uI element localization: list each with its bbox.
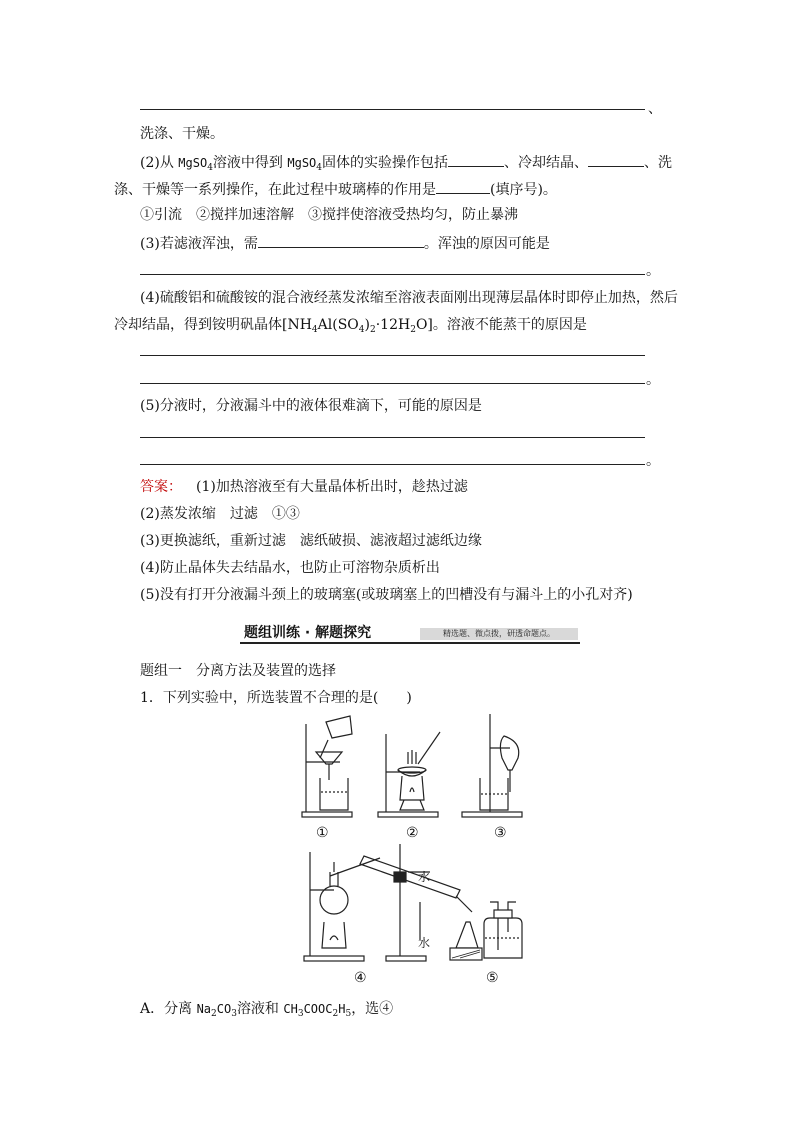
answer-line bbox=[140, 355, 645, 356]
figure-label-2: ② bbox=[406, 825, 419, 841]
water-outlet-label: 水 bbox=[418, 936, 431, 950]
group-title: 题组一 分离方法及装置的选择 bbox=[140, 663, 336, 679]
q2-options: ①引流 ②搅拌加速溶解 ③搅拌使溶液受热均匀，防止暴沸 bbox=[140, 207, 518, 223]
section-banner bbox=[240, 620, 580, 644]
q2-line1: (2)从 MgSO$_4$溶液中得到 MgSO$_4$固体的实验操作包括 、冷却结晶、 、洗 bbox=[140, 152, 672, 172]
answer-line bbox=[140, 383, 645, 384]
blank bbox=[258, 233, 424, 248]
apparatus-3-separatory-funnel bbox=[462, 714, 522, 817]
water-inlet-label: 水 bbox=[418, 870, 431, 884]
figure-label-1: ① bbox=[316, 825, 329, 841]
answer-3: (3)更换滤纸，重新过滤 滤纸破损、滤液超过滤纸边缘 bbox=[140, 533, 482, 549]
line-end: 。 bbox=[646, 453, 660, 469]
q3-line: (3)若滤液浑浊，需 。浑浊的原因可能是 bbox=[140, 233, 550, 253]
answer-line bbox=[140, 274, 645, 275]
answer-4: (4)防止晶体失去结晶水，也防止可溶物杂质析出 bbox=[140, 560, 440, 576]
apparatus-5-gas-bottle bbox=[484, 902, 522, 958]
banner-tag: 精选题、微点拨，研透命题点。 bbox=[420, 628, 578, 640]
answer-1: 答案： (1)加热溶液至有大量晶体析出时，趁热过滤 bbox=[140, 479, 468, 495]
figure-label-4: ④ bbox=[354, 970, 367, 986]
apparatus-1-filtration bbox=[302, 716, 352, 817]
blank bbox=[588, 152, 644, 167]
answer-line bbox=[140, 109, 645, 110]
q2-line2: 涤、干燥等一系列操作，在此过程中玻璃棒的作用是 (填序号)。 bbox=[114, 179, 557, 199]
apparatus-2-evaporation bbox=[378, 732, 440, 817]
answer-line bbox=[140, 437, 645, 438]
answer-2: (2)蒸发浓缩 过滤 ①③ bbox=[140, 506, 300, 522]
figure-label-5: ⑤ bbox=[486, 970, 499, 986]
line-trail: 、 bbox=[648, 101, 662, 117]
line-end: 。 bbox=[646, 372, 660, 388]
blank bbox=[448, 152, 504, 167]
q4-line1: (4)硫酸铝和硫酸铵的混合液经蒸发浓缩至溶液表面刚出现薄层晶体时即停止加热，然后 bbox=[140, 290, 678, 306]
option-a: A．分离 $Na_2CO_3$溶液和 $CH_3COOC_2H_5$，选④ bbox=[140, 1001, 394, 1019]
q4-line2: 冷却结晶，得到铵明矾晶体$[NH_4Al(SO_4)_2\cdot 12H_2O]$。溶液不能蒸干的原因是 bbox=[114, 317, 587, 335]
banner-title: 题组训练 · 解题探究 bbox=[244, 625, 372, 641]
apparatus-4-distillation bbox=[304, 844, 482, 961]
line-end: 。 bbox=[646, 263, 660, 279]
answer-label: 答案： bbox=[140, 479, 182, 495]
answer-line bbox=[140, 464, 645, 465]
question-stem: 1．下列实验中，所选装置不合理的是( ) bbox=[140, 690, 412, 706]
apparatus-figure bbox=[290, 712, 530, 1002]
answer-5: (5)没有打开分液漏斗颈上的玻璃塞(或玻璃塞上的凹槽没有与漏斗上的小孔对齐) bbox=[140, 587, 633, 603]
figure-label-3: ③ bbox=[494, 825, 507, 841]
q5-text: (5)分液时，分液漏斗中的液体很难滴下，可能的原因是 bbox=[140, 398, 482, 414]
blank bbox=[436, 179, 490, 194]
q1-end-text: 洗涤、干燥。 bbox=[140, 126, 224, 142]
banner-rule bbox=[240, 642, 580, 644]
